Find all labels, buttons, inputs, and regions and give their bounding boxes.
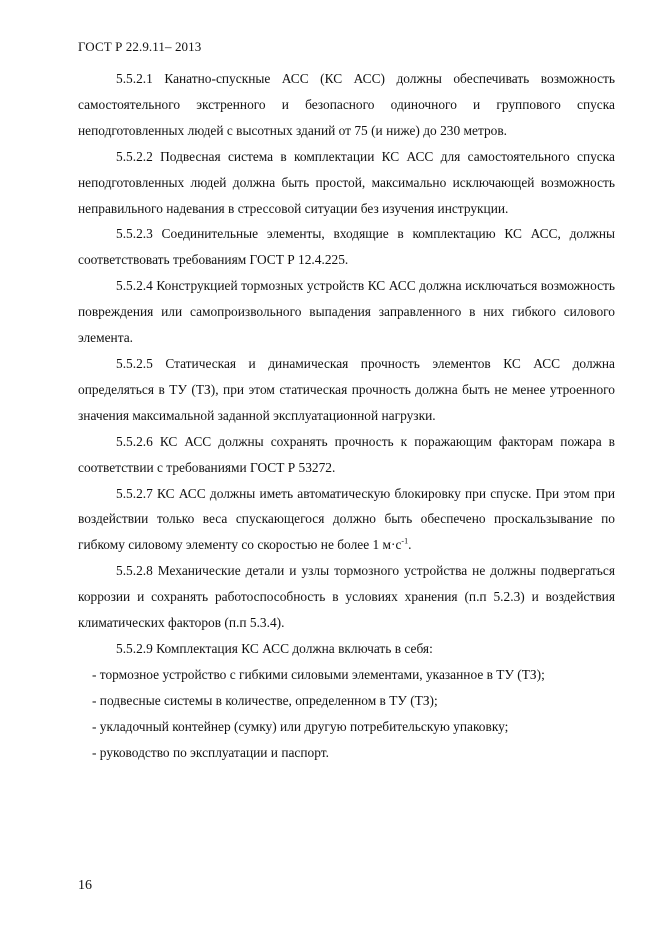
clause-text: Соединительные элементы, входящие в комплектацию КС АСС, должны соответствовать требованиям ГОСТ Р 12.4.225. <box>78 226 615 268</box>
clause-text: Комплектация КС АСС должна включать в себя: <box>152 640 433 656</box>
list-item: - укладочный контейнер (сумку) или другую потребительскую упаковку; <box>92 718 509 734</box>
page-number: 16 <box>78 878 92 893</box>
clause-number: 5.5.2.7 <box>116 485 153 501</box>
paragraph-5-5-2-5 <box>78 351 615 429</box>
clause-text: Статическая и динамическая прочность элементов КС АСС должна определяться в ТУ (ТЗ), при этом статическая прочность должна быть не менее утроенного значения максимальной заданной эксплуатационной нагрузки. <box>78 355 615 423</box>
clause-text: Канатно-спускные АСС (КС АСС) должны обеспечивать возможность самостоятельного экстренного и безопасного одиночного и группового спуска неподготовленных людей с высотных зданий от 75 (и ниже) до 230 метров. <box>78 71 615 138</box>
clause-number: 5.5.2.6 <box>116 433 153 449</box>
paragraph-5-5-2-2 <box>78 144 615 222</box>
list-item: - подвесные системы в количестве, определенном в ТУ (ТЗ); <box>92 692 438 708</box>
clause-number: 5.5.2.3 <box>116 226 153 242</box>
clause-text: КС АСС должны сохранять прочность к поражающим факторам пожара в соответствии с требованиями ГОСТ Р 53272. <box>78 433 615 475</box>
paragraph-5-5-2-6 <box>78 429 615 481</box>
clause-number: 5.5.2.9 <box>116 640 153 656</box>
clause-text: Механические детали и узлы тормозного устройства не должны подвергаться коррозии и сохранять работоспособность в условиях хранения (п.п 5.2.3) и воздействия климатических факторов (п.п 5.3.4). <box>78 563 615 631</box>
clause-text: Подвесная система в комплектации КС АСС для самостоятельного спуска неподготовленных людей должна быть простой, максимально исключающей возможность неправильного надевания в стрессовой ситуации без изучения инструкции. <box>78 148 615 216</box>
document-header: ГОСТ Р 22.9.11– 2013 <box>78 39 202 54</box>
unit-exponent: -1 <box>401 536 409 546</box>
clause-number: 5.5.2.4 <box>116 278 153 294</box>
clause-number: 5.5.2.1 <box>116 71 153 86</box>
paragraph-5-5-2-3 <box>78 221 615 273</box>
paragraph-5-5-2-7 <box>78 481 615 559</box>
paragraph-5-5-2-9 <box>78 636 615 662</box>
paragraph-5-5-2-8 <box>78 558 615 636</box>
contents-list <box>78 662 615 766</box>
document-body <box>78 66 615 765</box>
paragraph-5-5-2-1 <box>78 66 615 144</box>
list-item: - тормозное устройство с гибкими силовыми элементами, указанное в ТУ (ТЗ); <box>92 666 545 682</box>
clause-number: 5.5.2.5 <box>116 355 153 371</box>
paragraph-5-5-2-4 <box>78 273 615 351</box>
clause-text: КС АСС должны иметь автоматическую блокировку при спуске. При этом при воздействии только веса спускающегося должно быть обеспечено проскальзывание по гибкому силовому элементу со скоростью не более 1 м·с <box>78 485 615 553</box>
list-item: - руководство по эксплуатации и паспорт. <box>92 744 329 760</box>
clause-tail: . <box>408 537 412 553</box>
clause-number: 5.5.2.8 <box>116 563 153 579</box>
clause-text: Конструкцией тормозных устройств КС АСС должна исключаться возможность повреждения или самопроизвольного выпадения заправленного в них гибкого силового элемента. <box>78 278 615 346</box>
clause-number: 5.5.2.2 <box>116 148 153 164</box>
